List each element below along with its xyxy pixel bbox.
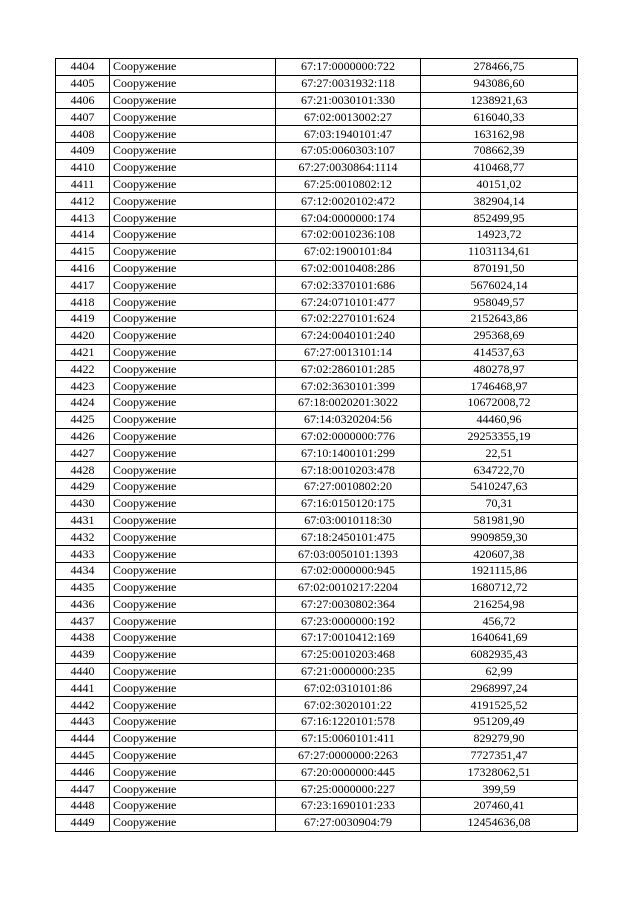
cadastral-value-cell: 410468,77 bbox=[421, 159, 578, 176]
object-type-cell: Сооружение bbox=[110, 697, 276, 714]
row-number-cell: 4408 bbox=[56, 126, 110, 143]
cadastral-number-cell: 67:20:0000000:445 bbox=[276, 764, 421, 781]
object-type-cell: Сооружение bbox=[110, 630, 276, 647]
cadastral-value-cell: 870191,50 bbox=[421, 260, 578, 277]
cadastral-number-cell: 67:03:0050101:1393 bbox=[276, 546, 421, 563]
table-row bbox=[56, 92, 578, 109]
cadastral-value-cell: 829279,90 bbox=[421, 730, 578, 747]
table-row bbox=[56, 428, 578, 445]
cadastral-value-cell: 1921115,86 bbox=[421, 562, 578, 579]
cadastral-value-cell: 17328062,51 bbox=[421, 764, 578, 781]
object-type-cell: Сооружение bbox=[110, 512, 276, 529]
cadastral-number-cell: 67:03:1940101:47 bbox=[276, 126, 421, 143]
cadastral-number-cell: 67:17:0010412:169 bbox=[276, 630, 421, 647]
table-row bbox=[56, 596, 578, 613]
object-type-cell: Сооружение bbox=[110, 646, 276, 663]
table-row bbox=[56, 546, 578, 563]
table-row bbox=[56, 75, 578, 92]
table-row bbox=[56, 210, 578, 227]
object-type-cell: Сооружение bbox=[110, 546, 276, 563]
table-row bbox=[56, 294, 578, 311]
cadastral-value-cell: 295368,69 bbox=[421, 327, 578, 344]
cadastral-number-cell: 67:18:0010203:478 bbox=[276, 462, 421, 479]
table-row bbox=[56, 226, 578, 243]
table-row bbox=[56, 512, 578, 529]
cadastral-value-cell: 1238921,63 bbox=[421, 92, 578, 109]
cadastral-number-cell: 67:24:0710101:477 bbox=[276, 294, 421, 311]
table-row bbox=[56, 109, 578, 126]
cadastral-value-cell: 7727351,47 bbox=[421, 747, 578, 764]
cadastral-number-cell: 67:02:3630101:399 bbox=[276, 378, 421, 395]
cadastral-value-cell: 2152643,86 bbox=[421, 310, 578, 327]
cadastral-number-cell: 67:18:2450101:475 bbox=[276, 529, 421, 546]
cadastral-number-cell: 67:21:0030101:330 bbox=[276, 92, 421, 109]
cadastral-number-cell: 67:03:0010118:30 bbox=[276, 512, 421, 529]
object-type-cell: Сооружение bbox=[110, 75, 276, 92]
object-type-cell: Сооружение bbox=[110, 378, 276, 395]
row-number-cell: 4410 bbox=[56, 159, 110, 176]
cadastral-number-cell: 67:02:0010236:108 bbox=[276, 226, 421, 243]
cadastral-value-cell: 62,99 bbox=[421, 663, 578, 680]
object-type-cell: Сооружение bbox=[110, 798, 276, 815]
registry-table-body bbox=[56, 59, 578, 832]
cadastral-value-cell: 29253355,19 bbox=[421, 428, 578, 445]
row-number-cell: 4426 bbox=[56, 428, 110, 445]
row-number-cell: 4441 bbox=[56, 680, 110, 697]
cadastral-number-cell: 67:27:0030864:1114 bbox=[276, 159, 421, 176]
row-number-cell: 4420 bbox=[56, 327, 110, 344]
table-row bbox=[56, 764, 578, 781]
cadastral-number-cell: 67:25:0010802:12 bbox=[276, 176, 421, 193]
cadastral-number-cell: 67:02:0310101:86 bbox=[276, 680, 421, 697]
cadastral-value-cell: 40151,02 bbox=[421, 176, 578, 193]
cadastral-value-cell: 581981,90 bbox=[421, 512, 578, 529]
row-number-cell: 4409 bbox=[56, 142, 110, 159]
table-row bbox=[56, 562, 578, 579]
table-row bbox=[56, 193, 578, 210]
cadastral-value-cell: 4191525,52 bbox=[421, 697, 578, 714]
object-type-cell: Сооружение bbox=[110, 159, 276, 176]
object-type-cell: Сооружение bbox=[110, 529, 276, 546]
cadastral-value-cell: 5676024,14 bbox=[421, 277, 578, 294]
table-row bbox=[56, 277, 578, 294]
object-type-cell: Сооружение bbox=[110, 126, 276, 143]
row-number-cell: 4434 bbox=[56, 562, 110, 579]
cadastral-number-cell: 67:02:2860101:285 bbox=[276, 361, 421, 378]
row-number-cell: 4447 bbox=[56, 781, 110, 798]
table-row bbox=[56, 697, 578, 714]
cadastral-value-cell: 6082935,43 bbox=[421, 646, 578, 663]
cadastral-number-cell: 67:23:1690101:233 bbox=[276, 798, 421, 815]
object-type-cell: Сооружение bbox=[110, 781, 276, 798]
cadastral-number-cell: 67:02:0010217:2204 bbox=[276, 579, 421, 596]
row-number-cell: 4424 bbox=[56, 394, 110, 411]
table-row bbox=[56, 411, 578, 428]
object-type-cell: Сооружение bbox=[110, 310, 276, 327]
object-type-cell: Сооружение bbox=[110, 428, 276, 445]
cadastral-value-cell: 278466,75 bbox=[421, 59, 578, 76]
row-number-cell: 4449 bbox=[56, 814, 110, 831]
object-type-cell: Сооружение bbox=[110, 562, 276, 579]
cadastral-value-cell: 1680712,72 bbox=[421, 579, 578, 596]
row-number-cell: 4405 bbox=[56, 75, 110, 92]
object-type-cell: Сооружение bbox=[110, 478, 276, 495]
table-row bbox=[56, 529, 578, 546]
table-row bbox=[56, 394, 578, 411]
object-type-cell: Сооружение bbox=[110, 226, 276, 243]
cadastral-number-cell: 67:23:0000000:192 bbox=[276, 613, 421, 630]
table-row bbox=[56, 378, 578, 395]
object-type-cell: Сооружение bbox=[110, 411, 276, 428]
row-number-cell: 4431 bbox=[56, 512, 110, 529]
table-row bbox=[56, 59, 578, 76]
cadastral-value-cell: 11031134,61 bbox=[421, 243, 578, 260]
row-number-cell: 4423 bbox=[56, 378, 110, 395]
row-number-cell: 4416 bbox=[56, 260, 110, 277]
table-row bbox=[56, 176, 578, 193]
cadastral-value-cell: 382904,14 bbox=[421, 193, 578, 210]
cadastral-number-cell: 67:02:0013002:27 bbox=[276, 109, 421, 126]
table-row bbox=[56, 613, 578, 630]
row-number-cell: 4437 bbox=[56, 613, 110, 630]
table-row bbox=[56, 714, 578, 731]
row-number-cell: 4432 bbox=[56, 529, 110, 546]
cadastral-number-cell: 67:17:0000000:722 bbox=[276, 59, 421, 76]
row-number-cell: 4421 bbox=[56, 344, 110, 361]
cadastral-number-cell: 67:18:0020201:3022 bbox=[276, 394, 421, 411]
row-number-cell: 4435 bbox=[56, 579, 110, 596]
table-row bbox=[56, 814, 578, 831]
cadastral-number-cell: 67:05:0060303:107 bbox=[276, 142, 421, 159]
cadastral-value-cell: 2968997,24 bbox=[421, 680, 578, 697]
row-number-cell: 4412 bbox=[56, 193, 110, 210]
row-number-cell: 4407 bbox=[56, 109, 110, 126]
table-row bbox=[56, 478, 578, 495]
cadastral-value-cell: 951209,49 bbox=[421, 714, 578, 731]
table-row bbox=[56, 327, 578, 344]
object-type-cell: Сооружение bbox=[110, 176, 276, 193]
table-row bbox=[56, 243, 578, 260]
cadastral-value-cell: 480278,97 bbox=[421, 361, 578, 378]
row-number-cell: 4446 bbox=[56, 764, 110, 781]
cadastral-number-cell: 67:04:0000000:174 bbox=[276, 210, 421, 227]
row-number-cell: 4414 bbox=[56, 226, 110, 243]
object-type-cell: Сооружение bbox=[110, 277, 276, 294]
row-number-cell: 4411 bbox=[56, 176, 110, 193]
cadastral-number-cell: 67:02:1900101:84 bbox=[276, 243, 421, 260]
cadastral-value-cell: 1640641,69 bbox=[421, 630, 578, 647]
table-row bbox=[56, 781, 578, 798]
cadastral-value-cell: 616040,33 bbox=[421, 109, 578, 126]
object-type-cell: Сооружение bbox=[110, 344, 276, 361]
cadastral-number-cell: 67:02:3020101:22 bbox=[276, 697, 421, 714]
cadastral-number-cell: 67:14:0320204:56 bbox=[276, 411, 421, 428]
cadastral-number-cell: 67:15:0060101:411 bbox=[276, 730, 421, 747]
object-type-cell: Сооружение bbox=[110, 663, 276, 680]
table-row bbox=[56, 462, 578, 479]
cadastral-number-cell: 67:27:0030802:364 bbox=[276, 596, 421, 613]
object-type-cell: Сооружение bbox=[110, 613, 276, 630]
cadastral-number-cell: 67:27:0031932:118 bbox=[276, 75, 421, 92]
cadastral-value-cell: 207460,41 bbox=[421, 798, 578, 815]
row-number-cell: 4427 bbox=[56, 445, 110, 462]
table-row bbox=[56, 630, 578, 647]
cadastral-value-cell: 634722,70 bbox=[421, 462, 578, 479]
row-number-cell: 4422 bbox=[56, 361, 110, 378]
table-row bbox=[56, 159, 578, 176]
cadastral-number-cell: 67:27:0010802:20 bbox=[276, 478, 421, 495]
cadastral-number-cell: 67:16:1220101:578 bbox=[276, 714, 421, 731]
row-number-cell: 4442 bbox=[56, 697, 110, 714]
cadastral-value-cell: 420607,38 bbox=[421, 546, 578, 563]
table-row bbox=[56, 646, 578, 663]
cadastral-value-cell: 216254,98 bbox=[421, 596, 578, 613]
object-type-cell: Сооружение bbox=[110, 445, 276, 462]
object-type-cell: Сооружение bbox=[110, 730, 276, 747]
table-row bbox=[56, 445, 578, 462]
table-row bbox=[56, 747, 578, 764]
object-type-cell: Сооружение bbox=[110, 714, 276, 731]
cadastral-value-cell: 14923,72 bbox=[421, 226, 578, 243]
object-type-cell: Сооружение bbox=[110, 142, 276, 159]
row-number-cell: 4440 bbox=[56, 663, 110, 680]
cadastral-value-cell: 399,59 bbox=[421, 781, 578, 798]
object-type-cell: Сооружение bbox=[110, 92, 276, 109]
object-type-cell: Сооружение bbox=[110, 294, 276, 311]
table-row bbox=[56, 680, 578, 697]
object-type-cell: Сооружение bbox=[110, 361, 276, 378]
cadastral-number-cell: 67:02:2270101:624 bbox=[276, 310, 421, 327]
cadastral-number-cell: 67:21:0000000:235 bbox=[276, 663, 421, 680]
cadastral-number-cell: 67:25:0010203:468 bbox=[276, 646, 421, 663]
cadastral-value-cell: 70,31 bbox=[421, 495, 578, 512]
cadastral-number-cell: 67:27:0013101:14 bbox=[276, 344, 421, 361]
row-number-cell: 4415 bbox=[56, 243, 110, 260]
table-row bbox=[56, 798, 578, 815]
object-type-cell: Сооружение bbox=[110, 814, 276, 831]
row-number-cell: 4436 bbox=[56, 596, 110, 613]
object-type-cell: Сооружение bbox=[110, 59, 276, 76]
object-type-cell: Сооружение bbox=[110, 495, 276, 512]
cadastral-value-cell: 1746468,97 bbox=[421, 378, 578, 395]
object-type-cell: Сооружение bbox=[110, 210, 276, 227]
row-number-cell: 4418 bbox=[56, 294, 110, 311]
object-type-cell: Сооружение bbox=[110, 747, 276, 764]
registry-table bbox=[55, 58, 578, 832]
row-number-cell: 4404 bbox=[56, 59, 110, 76]
row-number-cell: 4406 bbox=[56, 92, 110, 109]
object-type-cell: Сооружение bbox=[110, 680, 276, 697]
cadastral-number-cell: 67:12:0020102:472 bbox=[276, 193, 421, 210]
cadastral-value-cell: 10672008,72 bbox=[421, 394, 578, 411]
table-row bbox=[56, 495, 578, 512]
cadastral-number-cell: 67:02:3370101:686 bbox=[276, 277, 421, 294]
table-row bbox=[56, 730, 578, 747]
cadastral-number-cell: 67:16:0150120:175 bbox=[276, 495, 421, 512]
row-number-cell: 4413 bbox=[56, 210, 110, 227]
row-number-cell: 4428 bbox=[56, 462, 110, 479]
object-type-cell: Сооружение bbox=[110, 579, 276, 596]
table-row bbox=[56, 310, 578, 327]
row-number-cell: 4433 bbox=[56, 546, 110, 563]
table-row bbox=[56, 361, 578, 378]
object-type-cell: Сооружение bbox=[110, 243, 276, 260]
row-number-cell: 4430 bbox=[56, 495, 110, 512]
cadastral-value-cell: 44460,96 bbox=[421, 411, 578, 428]
row-number-cell: 4444 bbox=[56, 730, 110, 747]
cadastral-value-cell: 22,51 bbox=[421, 445, 578, 462]
cadastral-value-cell: 414537,63 bbox=[421, 344, 578, 361]
row-number-cell: 4425 bbox=[56, 411, 110, 428]
cadastral-number-cell: 67:24:0040101:240 bbox=[276, 327, 421, 344]
object-type-cell: Сооружение bbox=[110, 764, 276, 781]
row-number-cell: 4438 bbox=[56, 630, 110, 647]
object-type-cell: Сооружение bbox=[110, 327, 276, 344]
cadastral-number-cell: 67:27:0030904:79 bbox=[276, 814, 421, 831]
cadastral-value-cell: 456,72 bbox=[421, 613, 578, 630]
row-number-cell: 4443 bbox=[56, 714, 110, 731]
table-row bbox=[56, 579, 578, 596]
table-row bbox=[56, 260, 578, 277]
row-number-cell: 4445 bbox=[56, 747, 110, 764]
cadastral-value-cell: 852499,95 bbox=[421, 210, 578, 227]
row-number-cell: 4429 bbox=[56, 478, 110, 495]
cadastral-value-cell: 943086,60 bbox=[421, 75, 578, 92]
object-type-cell: Сооружение bbox=[110, 596, 276, 613]
object-type-cell: Сооружение bbox=[110, 462, 276, 479]
cadastral-number-cell: 67:27:0000000:2263 bbox=[276, 747, 421, 764]
row-number-cell: 4439 bbox=[56, 646, 110, 663]
table-row bbox=[56, 344, 578, 361]
object-type-cell: Сооружение bbox=[110, 394, 276, 411]
row-number-cell: 4448 bbox=[56, 798, 110, 815]
cadastral-number-cell: 67:10:1400101:299 bbox=[276, 445, 421, 462]
cadastral-value-cell: 708662,39 bbox=[421, 142, 578, 159]
object-type-cell: Сооружение bbox=[110, 109, 276, 126]
cadastral-number-cell: 67:02:0000000:776 bbox=[276, 428, 421, 445]
object-type-cell: Сооружение bbox=[110, 193, 276, 210]
cadastral-number-cell: 67:02:0010408:286 bbox=[276, 260, 421, 277]
table-row bbox=[56, 142, 578, 159]
table-row bbox=[56, 126, 578, 143]
object-type-cell: Сооружение bbox=[110, 260, 276, 277]
table-row bbox=[56, 663, 578, 680]
cadastral-number-cell: 67:25:0000000:227 bbox=[276, 781, 421, 798]
cadastral-value-cell: 958049,57 bbox=[421, 294, 578, 311]
cadastral-number-cell: 67:02:0000000:945 bbox=[276, 562, 421, 579]
cadastral-value-cell: 9909859,30 bbox=[421, 529, 578, 546]
cadastral-value-cell: 12454636,08 bbox=[421, 814, 578, 831]
row-number-cell: 4417 bbox=[56, 277, 110, 294]
cadastral-value-cell: 5410247,63 bbox=[421, 478, 578, 495]
row-number-cell: 4419 bbox=[56, 310, 110, 327]
cadastral-value-cell: 163162,98 bbox=[421, 126, 578, 143]
